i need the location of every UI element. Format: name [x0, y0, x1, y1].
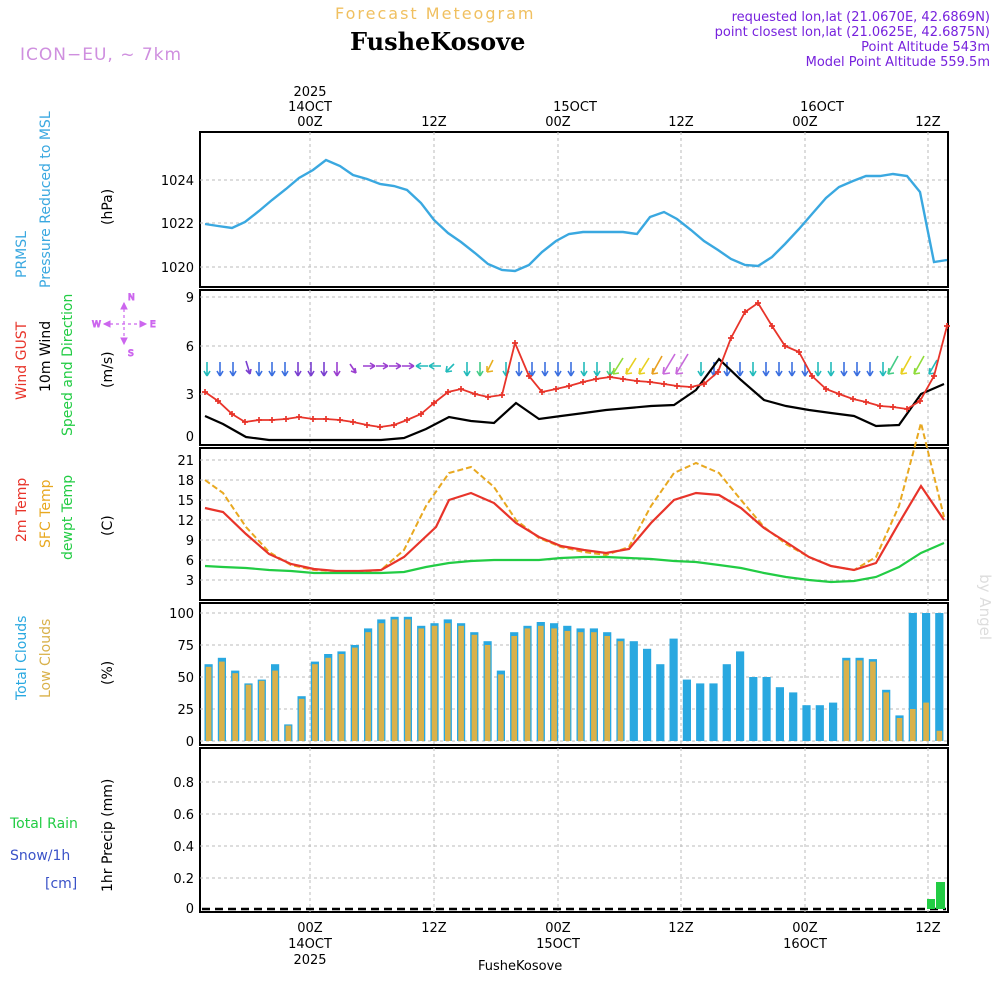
wind-yticks	[186, 291, 194, 445]
svg-text:1020: 1020	[160, 261, 194, 276]
svg-text:Low Clouds: Low Clouds	[38, 618, 54, 698]
svg-text:100: 100	[169, 607, 194, 622]
model-label: ICON−EU, ~ 7km	[20, 45, 183, 65]
precip-yticks	[173, 776, 194, 917]
cloud-total-bar	[749, 677, 757, 741]
temp-side-labels	[14, 475, 116, 560]
svg-text:00Z: 00Z	[545, 115, 571, 130]
svg-text:15: 15	[177, 494, 194, 509]
cloud-low-bar	[206, 667, 212, 741]
svg-text:2025: 2025	[293, 953, 327, 968]
panel-clouds	[169, 603, 948, 750]
cloud-total-bar	[736, 651, 744, 741]
cloud-low-bar	[325, 658, 331, 741]
svg-text:14OCT: 14OCT	[288, 937, 332, 952]
svg-text:12Z: 12Z	[915, 115, 941, 130]
svg-text:6: 6	[185, 554, 194, 569]
svg-text:W: W	[92, 320, 101, 330]
header-forecast-label: Forecast Meteogram	[335, 4, 536, 23]
cloud-low-bar	[498, 674, 504, 741]
svg-text:3: 3	[185, 574, 194, 589]
cloud-low-bar	[485, 645, 491, 741]
panel-pressure	[161, 132, 948, 287]
svg-text:75: 75	[177, 639, 194, 654]
svg-text:2025: 2025	[293, 85, 327, 100]
svg-text:Speed and Direction: Speed and Direction	[60, 293, 76, 436]
precip-side-labels	[9, 779, 116, 892]
svg-text:21: 21	[177, 454, 194, 469]
svg-text:00Z: 00Z	[792, 921, 818, 936]
cloud-total-bar	[696, 683, 704, 741]
cloud-low-bar	[538, 626, 544, 741]
svg-text:Total Clouds: Total Clouds	[14, 615, 30, 700]
cloud-total-bar	[789, 692, 797, 741]
wind-side-labels	[14, 294, 116, 436]
cloud-low-bar	[286, 726, 292, 741]
cloud-low-bar	[299, 699, 305, 741]
svg-text:S: S	[128, 349, 134, 359]
svg-text:10m Wind: 10m Wind	[38, 320, 54, 392]
pressure-yticks	[161, 174, 194, 276]
cloud-total-bar	[643, 649, 651, 741]
cloud-yticks	[169, 607, 194, 750]
svg-text:(hPa): (hPa)	[100, 188, 116, 225]
svg-text:14OCT: 14OCT	[288, 100, 332, 115]
svg-text:00Z: 00Z	[297, 115, 323, 130]
panel-precip	[173, 748, 948, 917]
svg-text:0: 0	[185, 902, 194, 917]
temp-yticks	[177, 454, 194, 589]
svg-text:0: 0	[185, 430, 194, 445]
cloud-low-bar	[458, 626, 464, 741]
svg-text:(C): (C)	[100, 515, 116, 536]
cloud-low-bar	[910, 709, 916, 741]
svg-text:00Z: 00Z	[297, 921, 323, 936]
cloud-low-bar	[551, 628, 557, 741]
cloud-low-bar	[232, 673, 238, 741]
clouds-side-labels	[14, 616, 116, 701]
svg-text:N: N	[128, 293, 135, 303]
cloud-low-bar	[525, 628, 531, 741]
cloud-low-bar	[445, 623, 451, 741]
meta-model-altitude: Model Point Altitude 559.5m	[805, 55, 990, 70]
wind-direction-legend	[92, 293, 156, 359]
rain-bar	[936, 882, 945, 909]
cloud-low-bar	[591, 632, 597, 741]
svg-text:3: 3	[185, 388, 194, 403]
svg-text:Wind GUST: Wind GUST	[14, 321, 30, 400]
pressure-side-labels	[14, 111, 116, 288]
svg-text:00Z: 00Z	[792, 115, 818, 130]
svg-text:12Z: 12Z	[421, 921, 447, 936]
svg-text:1024: 1024	[160, 174, 194, 189]
svg-text:6: 6	[185, 340, 194, 355]
svg-text:15OCT: 15OCT	[536, 937, 580, 952]
cloud-total-bar	[656, 664, 664, 741]
cloud-low-bar	[511, 636, 517, 741]
bottom-axis-labels	[288, 921, 941, 968]
cloud-low-bar	[365, 632, 371, 741]
cloud-total-bar	[670, 639, 678, 741]
svg-text:12Z: 12Z	[421, 115, 447, 130]
svg-text:Pressure Reduced to MSL: Pressure Reduced to MSL	[38, 111, 54, 288]
panel-wind	[92, 290, 950, 445]
svg-text:0: 0	[185, 735, 194, 750]
cloud-low-bar	[578, 632, 584, 741]
cloud-low-bar	[219, 662, 225, 741]
cloud-low-bar	[246, 685, 252, 741]
svg-text:00Z: 00Z	[545, 921, 571, 936]
cloud-low-bar	[272, 671, 278, 741]
cloud-low-bar	[565, 631, 571, 741]
cloud-total-bar	[816, 705, 824, 741]
svg-text:0.8: 0.8	[173, 776, 194, 791]
svg-text:(%): (%)	[100, 660, 116, 685]
svg-text:12Z: 12Z	[668, 921, 694, 936]
cloud-total-bar	[776, 687, 784, 741]
watermark: by Angel	[976, 574, 994, 640]
cloud-total-bar	[630, 641, 638, 741]
svg-text:dewpt Temp: dewpt Temp	[60, 474, 76, 560]
cloud-total-bar	[763, 677, 771, 741]
page-title: FusheKosove	[350, 27, 526, 56]
meta-requested: requested lon,lat (21.0670E, 42.6869N)	[731, 10, 990, 25]
cloud-low-bar	[923, 703, 929, 741]
svg-text:15OCT: 15OCT	[553, 100, 597, 115]
svg-text:25: 25	[177, 703, 194, 718]
svg-text:2m Temp: 2m Temp	[14, 477, 30, 542]
cloud-low-bar	[937, 731, 943, 741]
panel-temperature	[177, 423, 948, 600]
cloud-low-bar	[844, 660, 850, 741]
cloud-low-bar	[857, 660, 863, 741]
svg-text:E: E	[150, 320, 156, 330]
svg-text:SFC Temp: SFC Temp	[38, 479, 54, 548]
cloud-low-bar	[259, 681, 265, 741]
cloud-total-bar	[683, 680, 691, 741]
cloud-low-bar	[897, 718, 903, 741]
svg-text:(m/s): (m/s)	[100, 351, 116, 388]
cloud-total-bar	[709, 683, 717, 741]
svg-text:9: 9	[185, 291, 194, 306]
svg-text:0.2: 0.2	[173, 872, 194, 887]
svg-text:16OCT: 16OCT	[783, 937, 827, 952]
cloud-low-bar	[392, 619, 398, 741]
cloud-low-bar	[604, 636, 610, 741]
svg-text:Snow/1h: Snow/1h	[10, 848, 71, 864]
svg-text:1hr Precip (mm): 1hr Precip (mm)	[100, 778, 116, 892]
svg-text:1022: 1022	[160, 217, 194, 232]
cloud-low-bar	[339, 654, 345, 741]
cloud-total-bar	[802, 705, 810, 741]
meta-closest: point closest lon,lat (21.0625E, 42.6875N)	[714, 25, 990, 40]
cloud-low-bar	[472, 635, 478, 741]
svg-text:12Z: 12Z	[915, 921, 941, 936]
cloud-total-bar	[935, 613, 943, 741]
meta-point-altitude: Point Altitude 543m	[861, 40, 990, 55]
svg-text:12: 12	[177, 514, 194, 529]
cloud-low-bar	[618, 641, 624, 741]
cloud-low-bar	[312, 664, 318, 741]
cloud-low-bar	[432, 626, 438, 741]
svg-text:9: 9	[185, 534, 194, 549]
svg-text:PRMSL: PRMSL	[14, 231, 30, 278]
cloud-low-bar	[405, 619, 411, 741]
cloud-low-bar	[883, 692, 889, 741]
cloud-total-bar	[723, 664, 731, 741]
svg-text:12Z: 12Z	[668, 115, 694, 130]
cloud-low-bar	[418, 628, 424, 741]
svg-text:Total Rain: Total Rain	[10, 816, 78, 832]
cloud-total-bar	[829, 703, 837, 741]
cloud-low-bar	[870, 662, 876, 741]
rain-bar	[927, 899, 935, 909]
svg-text:18: 18	[177, 474, 194, 489]
svg-text:0.4: 0.4	[173, 840, 194, 855]
bottom-axis-title: FusheKosove	[478, 959, 563, 974]
cloud-low-bar	[352, 648, 358, 741]
svg-text:0.6: 0.6	[173, 808, 194, 823]
svg-text:16OCT: 16OCT	[800, 100, 844, 115]
svg-text:50: 50	[177, 671, 194, 686]
svg-text:[cm]: [cm]	[45, 876, 78, 892]
top-axis-labels	[288, 85, 941, 130]
cloud-low-bar	[379, 623, 385, 741]
